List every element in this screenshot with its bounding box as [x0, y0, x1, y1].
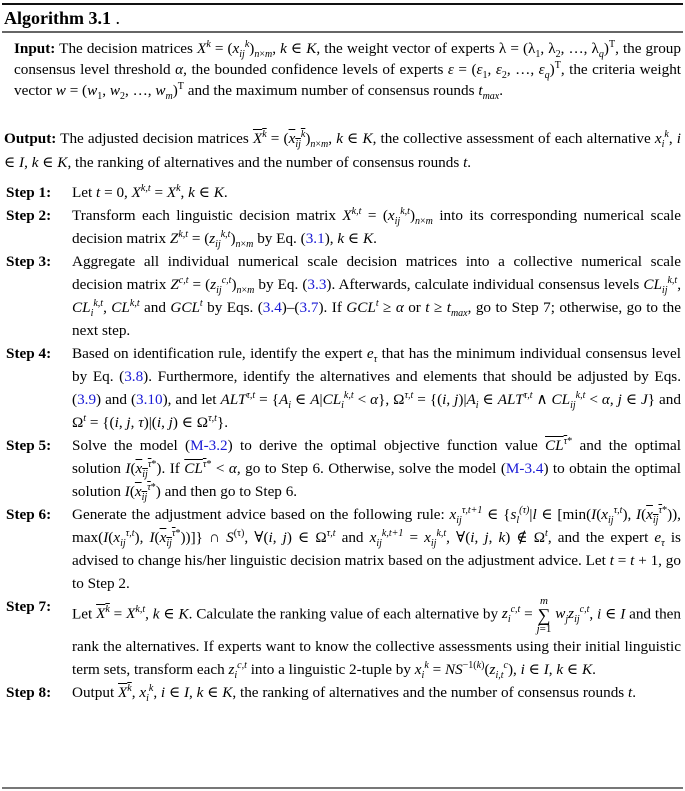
step-body: Output $X^k$, $x_i^k$, i ∈ I, k ∈ K, the ranking of alternatives and the number of consensus rounds t. [72, 682, 637, 705]
step-label: Step 8: [6, 684, 52, 701]
algorithm-title [4, 7, 120, 29]
eq-3-3-link[interactable]: 3.3 [307, 276, 327, 293]
step-label: Step 7: [6, 598, 52, 615]
step-4 [6, 342, 681, 434]
step-2 [6, 204, 681, 250]
step-label: Step 5: [6, 437, 52, 454]
step-body: Let $X^k = X^{k,t}$, k ∈ K. Calculate the ranking value of each alternative by $z_i^{c,t} = m$ ∑ j=1 $w_jz_{ij}^{c,t}$, i ∈ I and then rank the alternatives. If experts want to know the collective assessments using their initial linguistic term sets, transform each $z_i^{c,t}$ into a linguistic 2-tuple by $x_i^k = NS^{-1(k)}(z_{i,t}^c)$, i ∈ I, k ∈ K. [72, 595, 682, 682]
step-body: Transform each linguistic decision matrix $X^{k,t} = (x_{ij}^{k,t})_{n\times m}$ into its corresponding numerical scale decision matrix $Z^{k,t} = (z_{ij}^{k,t})_{n\times m}$ by Eq. (3.1), k ∈ K. [72, 205, 682, 251]
algorithm-title-text: Algorithm 3.1 [4, 8, 111, 28]
eq-3-10-link[interactable]: 3.10 [136, 391, 163, 408]
step-label: Step 4: [6, 345, 52, 362]
eq-3-4-link[interactable]: 3.4 [262, 299, 282, 316]
title-suffix: . [115, 8, 120, 28]
eq-3-8-link[interactable]: 3.8 [124, 368, 144, 385]
bottom-rule [2, 787, 683, 789]
input-label: Input: [14, 40, 56, 57]
step-body: Aggregate all individual numerical scale decision matrices into a collective numerical scale decision matrix $Z^{c,t} = (z_{ij}^{c,t})_{n\times m}$ by Eq. (3.3). Afterwards, calculate individual consensus levels $CL_{ij}^{k,t}$, $CL_i^{k,t}$, CL$^{k,t}$ and GCL$^t$ by Eqs. (3.4)–(3.7). If $GCL^t \ge \alpha$ or $t \ge t_{max}$, go to Step 7; otherwise, go to the next step. [72, 253, 681, 339]
step-body: Let t = 0, $X^{k,t} = X^k$, k ∈ K. [72, 182, 228, 201]
step-3 [6, 250, 681, 342]
eq-3-9-link[interactable]: 3.9 [77, 391, 97, 408]
step-label: Step 3: [6, 253, 52, 270]
output-label: Output: [4, 130, 57, 147]
step-body: Based on identification rule, identify the expert $e_\tau$ that has the minimum individual consensus level by Eq. (3.8). Furthermore, identify the alternatives and elements that should be adjusted by Eqs. (3.9) and (3.10), and let $ALT^{\tau,t} = \{A_i$ ∈ $A|CL_i^{k,t} < \alpha$}, $\Omega^{\tau,t} = \{(i$, $j)|A_i$ ∈ $ALT^{\tau,t}$ ∧ $CL_{ij}^{k,t} < \alpha$, j ∈ J} and $\Omega^t = \{(i$, j, τ)|(i, j) ∈ $\Omega^{\tau,t}$}. [72, 345, 681, 431]
step-8 [6, 681, 681, 704]
step-label: Step 1: [6, 184, 52, 201]
model-m-3-2-link[interactable]: M-3.2 [190, 437, 228, 454]
step-5 [6, 434, 681, 503]
input-section: Input: The decision matrices $X^k = (x_{ij}^k)_{n\times m}$, k ∈ K, the weight vector of experts $\lambda = (\lambda_1$, $\lambda_2$, …, $\lambda_q)^T$, the group consensus level threshold α, the bounded confidence levels of experts $\varepsilon = (\varepsilon_1$, $\varepsilon_2$, …, $\varepsilon_q)^T$, the criteria weight vector $w = (w_1$, $w_2$, …, $w_m)^T$ and the maximum number of consensus rounds $t_{max}$. [14, 38, 682, 103]
eq-3-1-link[interactable]: 3.1 [305, 230, 325, 247]
title-rule [2, 31, 683, 33]
step-label: Step 2: [6, 207, 52, 224]
step-label: Step 6: [6, 506, 52, 523]
step-body: Solve the model (M-3.2) to derive the optimal objective function value $CL^{\tau*}$ and the optimal solution $I(x_{ij}^{\tau*})$. If $CL^{\tau*} < \alpha$, go to Step 6. Otherwise, solve the model (M-3.4) to obtain the optimal solution $I(x_{ij}^{\tau*})$ and then go to Step 6. [72, 435, 682, 504]
top-rule [2, 3, 683, 5]
summation-symbol: m ∑ j=1 [536, 595, 552, 635]
step-body: Generate the adjustment advice based on the following rule: $x_{ij}^{\tau,t+1}$ ∈ {$s_l^{(\tau)}|l$ ∈ [$\min(I(x_{ij}^{\tau,t})$, $I(x_{ij}^{\tau*})$), $\max(I(x_{ij}^{\tau,t})$, $I(x_{ij}^{\tau*})$)]} ∩ $S^{(\tau)}$, ∀(i, j) ∈ $\Omega^{\tau,t}$ and $x_{ij}^{k,t+1} = x_{ij}^{k,t}$, ∀(i, j, k) ∉ $\Omega^t$, and the expert $e_\tau$ is advised to change his/her linguistic decision matrix based on the adjustment advice. Let t = t + 1, go to Step 2. [72, 504, 681, 592]
model-m-3-4-link[interactable]: M-3.4 [505, 460, 544, 477]
step-1 [6, 181, 681, 204]
step-6 [6, 503, 681, 595]
eq-3-7-link[interactable]: 3.7 [299, 299, 319, 316]
step-7 [6, 595, 681, 681]
steps-list [6, 181, 681, 704]
output-section: Output: The adjusted decision matrices $X^k = (x_{ij}^k)_{n\times m}$, k ∈ K, the collective assessment of each alternative $x_i^k$, i ∈ I, k ∈ K, the ranking of alternatives and the number of consensus rounds t. [4, 128, 682, 171]
